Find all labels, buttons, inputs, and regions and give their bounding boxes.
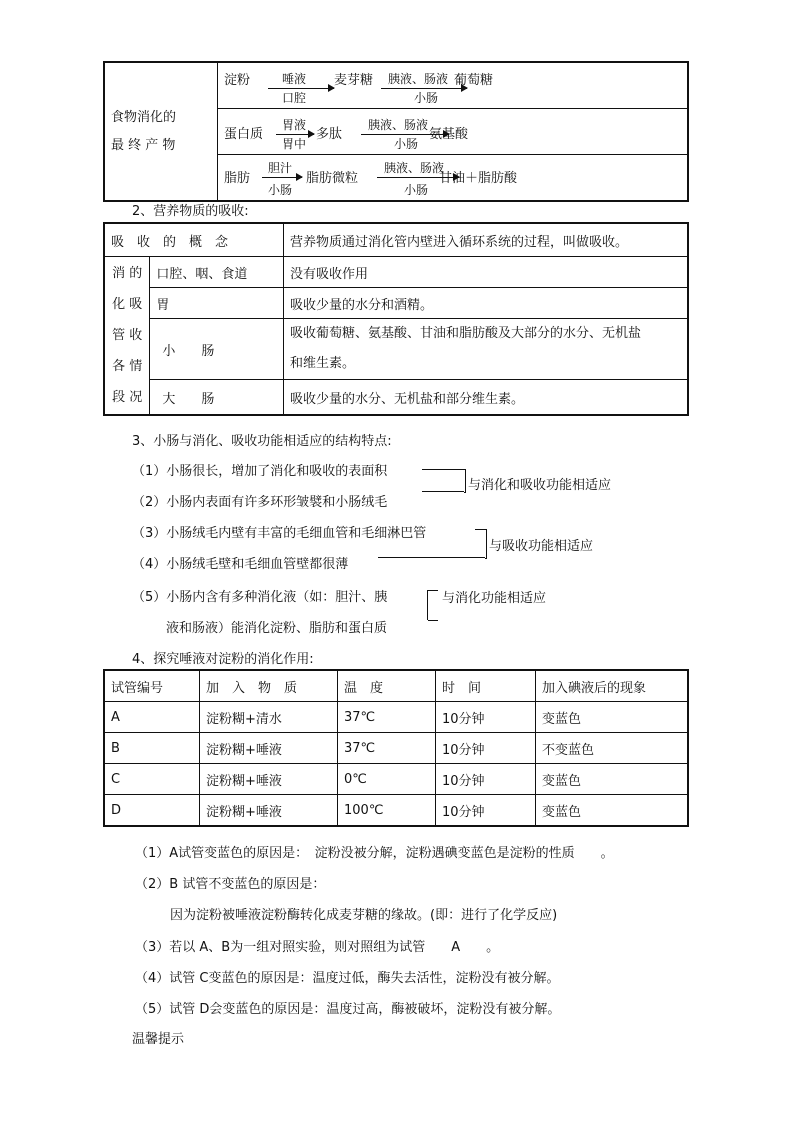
part-cell: 小 肠 bbox=[150, 319, 284, 380]
cell: 淀粉糊+清水 bbox=[200, 702, 338, 733]
protein-product1: 多肽 bbox=[316, 127, 343, 142]
fat-site2: 小肠 bbox=[404, 183, 429, 197]
desc-cell: 吸收少量的水分、无机盐和部分维生素。 bbox=[284, 380, 689, 416]
cell: 100℃ bbox=[338, 795, 436, 827]
protein-site2: 小肠 bbox=[394, 137, 419, 151]
digestion-label-line1: 食物消化的 bbox=[111, 109, 177, 125]
fat-site1: 小肠 bbox=[268, 183, 293, 197]
starch-product1: 麦芽糖 bbox=[334, 73, 374, 88]
protein-site1: 胃中 bbox=[282, 137, 307, 151]
cell: A bbox=[104, 702, 200, 733]
starch-site2: 小肠 bbox=[414, 91, 439, 105]
starch-name: 淀粉 bbox=[224, 73, 251, 88]
concept-label: 吸 收 的 概 念 bbox=[104, 223, 284, 257]
connector-line bbox=[422, 469, 464, 470]
table-row bbox=[104, 764, 688, 795]
digestion-label-cell bbox=[104, 62, 218, 201]
digestion-label-line2: 最 终 产 物 bbox=[111, 137, 176, 153]
experiment-table bbox=[103, 669, 689, 827]
question-3: （3）若以 A、B为一组对照实验，则对照组为试管 A 。 bbox=[135, 940, 500, 955]
desc-cell bbox=[284, 319, 689, 380]
cell: 10分钟 bbox=[436, 764, 536, 795]
vertical-label-line: 段 况 bbox=[112, 390, 143, 405]
starch-enzyme2: 胰液、肠液 bbox=[388, 72, 449, 86]
fat-enzyme2: 胰液、肠液 bbox=[384, 161, 445, 175]
cell: D bbox=[104, 795, 200, 827]
protein-name: 蛋白质 bbox=[224, 127, 264, 142]
bracket3-label: 与消化功能相适应 bbox=[442, 591, 547, 606]
header-cell: 时 间 bbox=[436, 670, 536, 702]
feature-item-5-cont: 液和肠液）能消化淀粉、脂肪和蛋白质 bbox=[166, 621, 388, 636]
question-2: （2）B 试管不变蓝色的原因是： bbox=[135, 877, 326, 892]
cell: 淀粉糊+唾液 bbox=[200, 733, 338, 764]
part-cell: 大 肠 bbox=[150, 380, 284, 416]
bracket2-label: 与吸收功能相适应 bbox=[489, 539, 594, 554]
connector-line bbox=[422, 491, 464, 492]
section4-heading: 4、探究唾液对淀粉的消化作用: bbox=[132, 652, 314, 667]
table-row bbox=[104, 733, 688, 764]
cell: 淀粉糊+唾液 bbox=[200, 764, 338, 795]
connector-line bbox=[475, 529, 485, 530]
starch-row bbox=[218, 62, 689, 109]
desc-cell: 没有吸收作用 bbox=[284, 257, 689, 288]
absorption-table bbox=[103, 222, 689, 416]
digestion-products-table bbox=[103, 61, 689, 202]
header-cell: 加入碘液后的现象 bbox=[536, 670, 689, 702]
cell: 10分钟 bbox=[436, 733, 536, 764]
footer-note: 温馨提示 bbox=[132, 1032, 185, 1047]
bracket-icon bbox=[485, 529, 487, 559]
section3-heading: 3、小肠与消化、吸收功能相适应的结构特点: bbox=[132, 434, 392, 449]
section2-heading: 2、营养物质的吸收: bbox=[132, 204, 249, 219]
connector-line bbox=[428, 590, 438, 591]
part-cell: 胃 bbox=[150, 288, 284, 319]
starch-enzyme1: 唾液 bbox=[282, 72, 307, 86]
feature-item-5: （5）小肠内含有多种消化液（如：胆汁、胰 bbox=[132, 590, 388, 605]
question-1: （1）A试管变蓝色的原因是： 淀粉没被分解，淀粉遇碘变蓝色是淀粉的性质 。 bbox=[135, 846, 614, 861]
cell: 淀粉糊+唾液 bbox=[200, 795, 338, 827]
cell: 变蓝色 bbox=[536, 702, 689, 733]
fat-name: 脂肪 bbox=[224, 171, 251, 186]
part-cell: 口腔、咽、食道 bbox=[150, 257, 284, 288]
feature-item-2: （2）小肠内表面有许多环形皱襞和小肠绒毛 bbox=[132, 495, 388, 510]
cell: 37℃ bbox=[338, 733, 436, 764]
cell: 10分钟 bbox=[436, 795, 536, 827]
cell: 37℃ bbox=[338, 702, 436, 733]
cell: 0℃ bbox=[338, 764, 436, 795]
starch-site1: 口腔 bbox=[282, 91, 307, 105]
vertical-label-line: 各 情 bbox=[112, 359, 143, 374]
table-row bbox=[104, 795, 688, 827]
desc-cell: 吸收少量的水分和酒精。 bbox=[284, 288, 689, 319]
bracket-icon bbox=[427, 590, 428, 620]
protein-row bbox=[218, 109, 689, 155]
starch-product2: 葡萄糖 bbox=[454, 73, 494, 88]
bracket1-label: 与消化和吸收功能相适应 bbox=[468, 478, 612, 493]
table-row bbox=[104, 702, 688, 733]
vertical-label-line: 消 的 bbox=[112, 266, 143, 281]
header-cell: 温 度 bbox=[338, 670, 436, 702]
bracket-icon bbox=[464, 469, 466, 493]
desc-line: 吸收葡萄糖、氨基酸、甘油和脂肪酸及大部分的水分、无机盐 bbox=[290, 326, 642, 341]
fat-product1: 脂肪微粒 bbox=[306, 171, 359, 186]
cell: 变蓝色 bbox=[536, 795, 689, 827]
arrow-icon bbox=[262, 177, 302, 178]
concept-text: 营养物质通过消化管内壁进入循环系统的过程，叫做吸收。 bbox=[284, 223, 689, 257]
connector-line bbox=[428, 620, 438, 621]
fat-product2: 甘油＋脂肪酸 bbox=[439, 171, 518, 186]
vertical-label bbox=[104, 257, 150, 416]
desc-line: 和维生素。 bbox=[290, 356, 356, 371]
vertical-label-line: 化 吸 bbox=[112, 297, 143, 312]
question-2-answer: 因为淀粉被唾液淀粉酶转化成麦芽糖的缘故。(即：进行了化学反应) bbox=[170, 908, 558, 923]
protein-product2: 氨基酸 bbox=[429, 127, 469, 142]
connector-line bbox=[378, 557, 485, 558]
feature-item-1: （1）小肠很长，增加了消化和吸收的表面积 bbox=[132, 464, 388, 479]
question-5: （5）试管 D会变蓝色的原因是：温度过高，酶被破坏，淀粉没有被分解。 bbox=[135, 1002, 561, 1017]
header-cell: 加 入 物 质 bbox=[200, 670, 338, 702]
cell: 变蓝色 bbox=[536, 764, 689, 795]
protein-enzyme2: 胰液、肠液 bbox=[368, 118, 429, 132]
fat-row bbox=[218, 155, 689, 202]
cell: C bbox=[104, 764, 200, 795]
cell: 10分钟 bbox=[436, 702, 536, 733]
fat-enzyme1: 胆汁 bbox=[268, 161, 293, 175]
header-cell: 试管编号 bbox=[104, 670, 200, 702]
cell: 不变蓝色 bbox=[536, 733, 689, 764]
vertical-label-line: 管 收 bbox=[112, 328, 143, 343]
feature-item-4: （4）小肠绒毛壁和毛细血管壁都很薄 bbox=[132, 557, 349, 572]
feature-item-3: （3）小肠绒毛内壁有丰富的毛细血管和毛细淋巴管 bbox=[132, 526, 427, 541]
question-4: （4）试管 C变蓝色的原因是：温度过低，酶失去活性，淀粉没有被分解。 bbox=[135, 971, 560, 986]
cell: B bbox=[104, 733, 200, 764]
protein-enzyme1: 胃液 bbox=[282, 118, 307, 132]
